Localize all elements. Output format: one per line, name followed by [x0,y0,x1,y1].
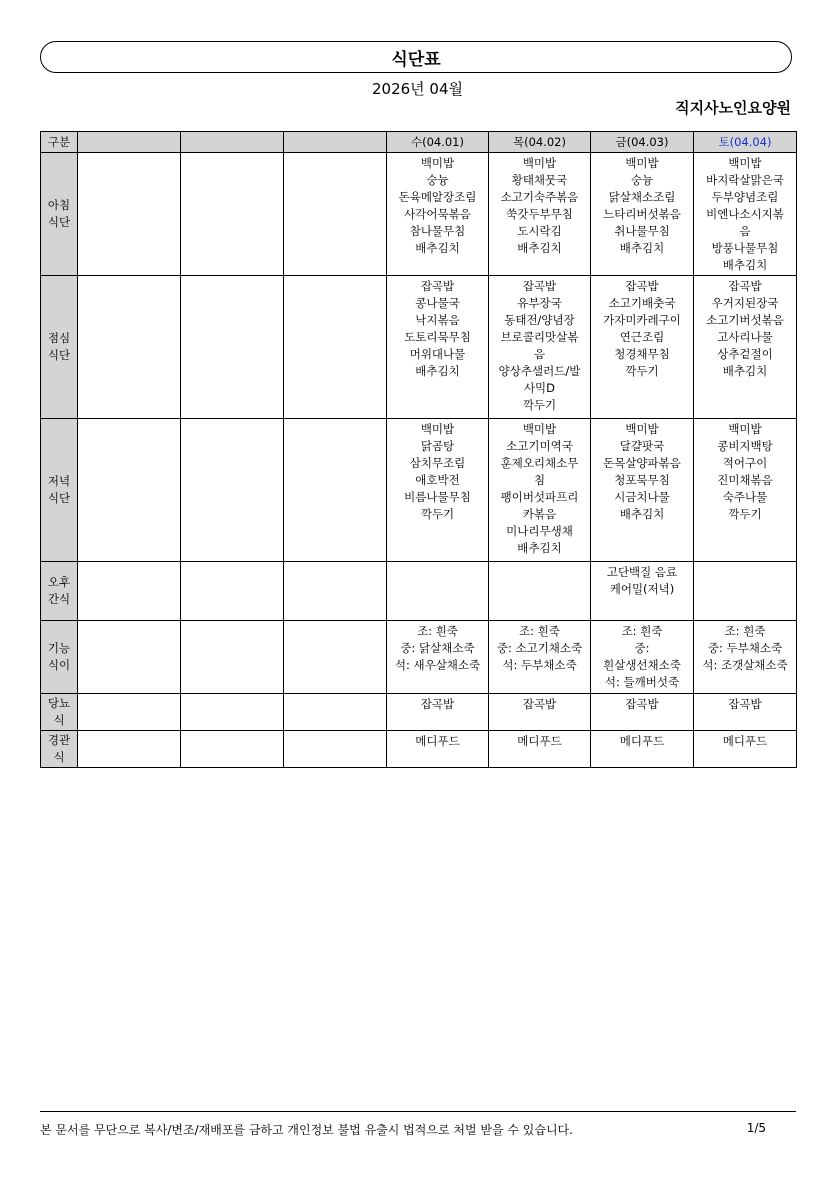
menu-item: 배추김치 [619,241,665,255]
row-label-line: 저녁 [47,474,71,488]
menu-item: 깍두기 [522,398,557,412]
meal-row [41,153,797,276]
menu-item: 메디푸드 [722,734,768,748]
menu-cell [284,276,387,419]
meal-row [41,276,797,419]
row-label-line: 경관 [47,733,71,747]
menu-item: 취나물무침 [614,224,670,238]
meal-row-label [41,419,78,562]
meal-row-label [41,153,78,276]
menu-cell [284,419,387,562]
menu-cell [181,276,284,419]
menu-item: 조: 흰죽 [417,624,458,638]
menu-cell [78,731,181,768]
menu-item: 적어구이 [722,456,768,470]
menu-item: 방풍나물무침 [711,241,779,255]
menu-item: 배추김치 [619,507,665,521]
menu-item: 배추김치 [722,258,768,272]
menu-cell [591,153,694,276]
menu-item: 낙지볶음 [415,313,460,327]
menu-cell [489,731,591,768]
menu-cell [181,562,284,621]
row-label-line: 아침 [47,198,71,212]
document-title [40,41,792,73]
row-label-line: 식 [53,713,65,727]
menu-item: 청경채무침 [614,347,670,361]
menu-item: 청포묵무침 [614,473,670,487]
menu-item: 황태채뭇국 [511,173,568,187]
menu-item: 흰살생선채소죽 [603,658,681,672]
menu-item: 연근조림 [619,330,665,344]
header-corner: 구분 [41,132,78,153]
menu-item: 콩나물국 [415,296,460,310]
menu-item: 메디푸드 [517,734,562,748]
menu-cell [694,419,797,562]
menu-cell [694,562,797,621]
menu-item: 우거지된장국 [711,296,779,310]
menu-cell [591,731,694,768]
menu-item: 백미밥 [625,422,659,436]
menu-item: 양상추샐러드/발 [498,364,581,378]
meal-row [41,419,797,562]
menu-item: 고사리나물 [717,330,773,344]
menu-item: 배추김치 [722,364,768,378]
menu-item: 케어밀(저녁) [609,582,675,596]
menu-item: 잡곡밥 [420,697,455,711]
menu-item: 침 [533,473,546,487]
meal-row [41,731,797,768]
menu-cell [284,621,387,694]
menu-item: 도토리묵무침 [404,330,471,344]
menu-item: 백미밥 [728,156,762,170]
menu-cell [387,276,489,419]
menu-item: 소고기숙주볶음 [500,190,579,204]
menu-item: 메디푸드 [415,734,460,748]
menu-cell [78,276,181,419]
menu-item: 백미밥 [625,156,659,170]
menu-item: 돈목살양파볶음 [603,456,681,470]
menu-item: 깍두기 [728,507,762,521]
menu-item: 조: 흰죽 [724,624,766,638]
menu-item: 브로콜리맛살볶 [500,330,579,344]
row-label-line: 식단 [47,491,71,505]
menu-item: 머위대나물 [409,347,466,361]
menu-cell [489,419,591,562]
menu-item: 잡곡밥 [625,697,659,711]
document-title-text: 식단표 [391,49,441,70]
menu-period: 2026년 04월 [371,80,463,98]
menu-cell [591,419,694,562]
meal-row-label [41,276,78,419]
menu-item: 석: 두부채소죽 [502,658,577,672]
menu-item: 상추겉절이 [717,347,773,361]
menu-item: 비엔나소시지볶 [706,207,784,221]
menu-cell [284,694,387,731]
menu-cell [591,276,694,419]
menu-item: 배추김치 [517,541,562,555]
menu-item: 미나리무생채 [506,524,573,538]
row-label-line: 간식 [47,592,71,606]
menu-item: 유부장국 [517,296,562,310]
menu-item: 깍두기 [420,507,455,521]
menu-item: 조: 흰죽 [621,624,663,638]
menu-item: 중: 두부채소죽 [707,641,783,655]
menu-item: 팽이버섯파프리 [500,490,579,504]
meal-row [41,562,797,621]
menu-item: 중: 닭살채소죽 [400,641,475,655]
menu-cell [694,694,797,731]
menu-item: 중: [634,641,650,655]
row-label-line: 점심 [47,331,71,345]
menu-item: 도시락김 [517,224,562,238]
day-header: 목(04.02) [489,132,591,153]
menu-item: 백미밥 [728,422,762,436]
menu-item: 가자미카레구이 [603,313,681,327]
day-header: 금(04.03) [591,132,694,153]
meal-plan-table [40,131,797,768]
day-header [181,132,284,153]
menu-item: 음 [533,347,546,361]
row-label-line: 당뇨 [47,696,71,710]
menu-cell [387,419,489,562]
menu-cell [694,621,797,694]
menu-item: 잡곡밥 [420,279,455,293]
menu-cell [489,276,591,419]
menu-item: 잡곡밥 [728,279,762,293]
meal-row [41,694,797,731]
menu-item: 진미채볶음 [717,473,773,487]
menu-cell [181,419,284,562]
row-label-line: 식단 [47,215,71,229]
menu-item: 삼치무조림 [409,456,466,470]
menu-item: 백미밥 [420,422,455,436]
menu-cell [284,731,387,768]
menu-item: 석: 새우살채소죽 [394,658,481,672]
menu-item: 쑥갓두부무침 [506,207,573,221]
footer-notice: 본 문서를 무단으로 복사/변조/재배포를 금하고 개인정보 불법 유출시 법적으로 처벌 받을 수 있습니다. [40,1123,573,1137]
header-row [41,132,797,153]
menu-cell [694,153,797,276]
menu-cell [387,694,489,731]
day-header: 수(04.01) [387,132,489,153]
meal-row-label [41,694,78,731]
menu-item: 닭살채소조림 [608,190,676,204]
menu-item: 돈육메알장조림 [398,190,477,204]
menu-cell [284,562,387,621]
menu-cell [489,621,591,694]
menu-item: 두부양념조림 [711,190,779,204]
menu-cell [591,621,694,694]
menu-item: 배추김치 [415,241,460,255]
menu-item: 사각어묵볶음 [404,207,471,221]
menu-item: 동태전/양념장 [504,313,575,327]
row-label-line: 식이 [47,658,71,672]
menu-item: 잡곡밥 [522,697,557,711]
menu-item: 잡곡밥 [625,279,659,293]
meal-plan-body [41,132,797,768]
menu-cell [489,153,591,276]
menu-item: 훈제오리채소무 [500,456,579,470]
menu-cell [181,731,284,768]
menu-cell [387,731,489,768]
menu-item: 느타리버섯볶음 [603,207,681,221]
menu-cell [591,694,694,731]
menu-item: 닭곰탕 [420,439,455,453]
menu-item: 숭늉 [630,173,654,187]
menu-item: 배추김치 [517,241,562,255]
menu-cell [181,694,284,731]
menu-item: 배추김치 [415,364,460,378]
menu-item: 잡곡밥 [728,697,762,711]
menu-item: 소고기배춧국 [608,296,676,310]
menu-item: 잡곡밥 [522,279,557,293]
menu-item: 바지락살맑은국 [706,173,784,187]
menu-cell [489,562,591,621]
menu-item: 소고기미역국 [506,439,573,453]
menu-cell [78,562,181,621]
menu-item: 조: 흰죽 [519,624,560,638]
menu-item: 시금치나물 [614,490,670,504]
menu-item: 사믹D [523,381,556,395]
menu-item: 깍두기 [625,364,659,378]
row-label-line: 식단 [47,348,71,362]
menu-item: 백미밥 [522,422,557,436]
row-label-line: 기능 [47,641,71,655]
menu-cell [284,153,387,276]
meal-row [41,621,797,694]
menu-cell [181,153,284,276]
row-label-line: 오후 [47,575,71,589]
menu-item: 콩비지백탕 [717,439,773,453]
day-header-saturday: 토(04.04) [694,132,797,153]
meal-row-label [41,621,78,694]
menu-cell [387,153,489,276]
menu-item: 백미밥 [522,156,557,170]
menu-cell [78,621,181,694]
menu-item: 애호박전 [415,473,460,487]
menu-cell [387,562,489,621]
meal-row-label [41,562,78,621]
menu-cell [387,621,489,694]
menu-item: 숙주나물 [722,490,768,504]
menu-item: 달걀팟국 [619,439,665,453]
menu-item: 소고기버섯볶음 [706,313,784,327]
menu-item: 중: 소고기채소죽 [496,641,583,655]
menu-cell [181,621,284,694]
menu-item: 석: 조갯살채소죽 [702,658,788,672]
day-header [78,132,181,153]
menu-cell [694,731,797,768]
menu-item: 고단백질 음료 [606,565,678,579]
menu-item: 카볶음 [522,507,557,521]
menu-item: 백미밥 [420,156,455,170]
menu-cell [489,694,591,731]
menu-cell [694,276,797,419]
menu-cell [78,694,181,731]
meal-row-label [41,731,78,768]
row-label-line: 식 [53,750,65,764]
footer-divider [40,1111,796,1112]
menu-item: 참나물무침 [409,224,466,238]
menu-item: 메디푸드 [619,734,665,748]
menu-item: 석: 들깨버섯죽 [604,675,680,689]
day-header [284,132,387,153]
menu-cell [591,562,694,621]
page-number: 1/5 [746,1121,766,1135]
organization-name: 직지사노인요양원 [675,99,791,117]
menu-cell [78,419,181,562]
menu-item: 음 [739,224,751,238]
menu-item: 숭늉 [426,173,449,187]
menu-item: 비름나물무침 [404,490,471,504]
menu-cell [78,153,181,276]
